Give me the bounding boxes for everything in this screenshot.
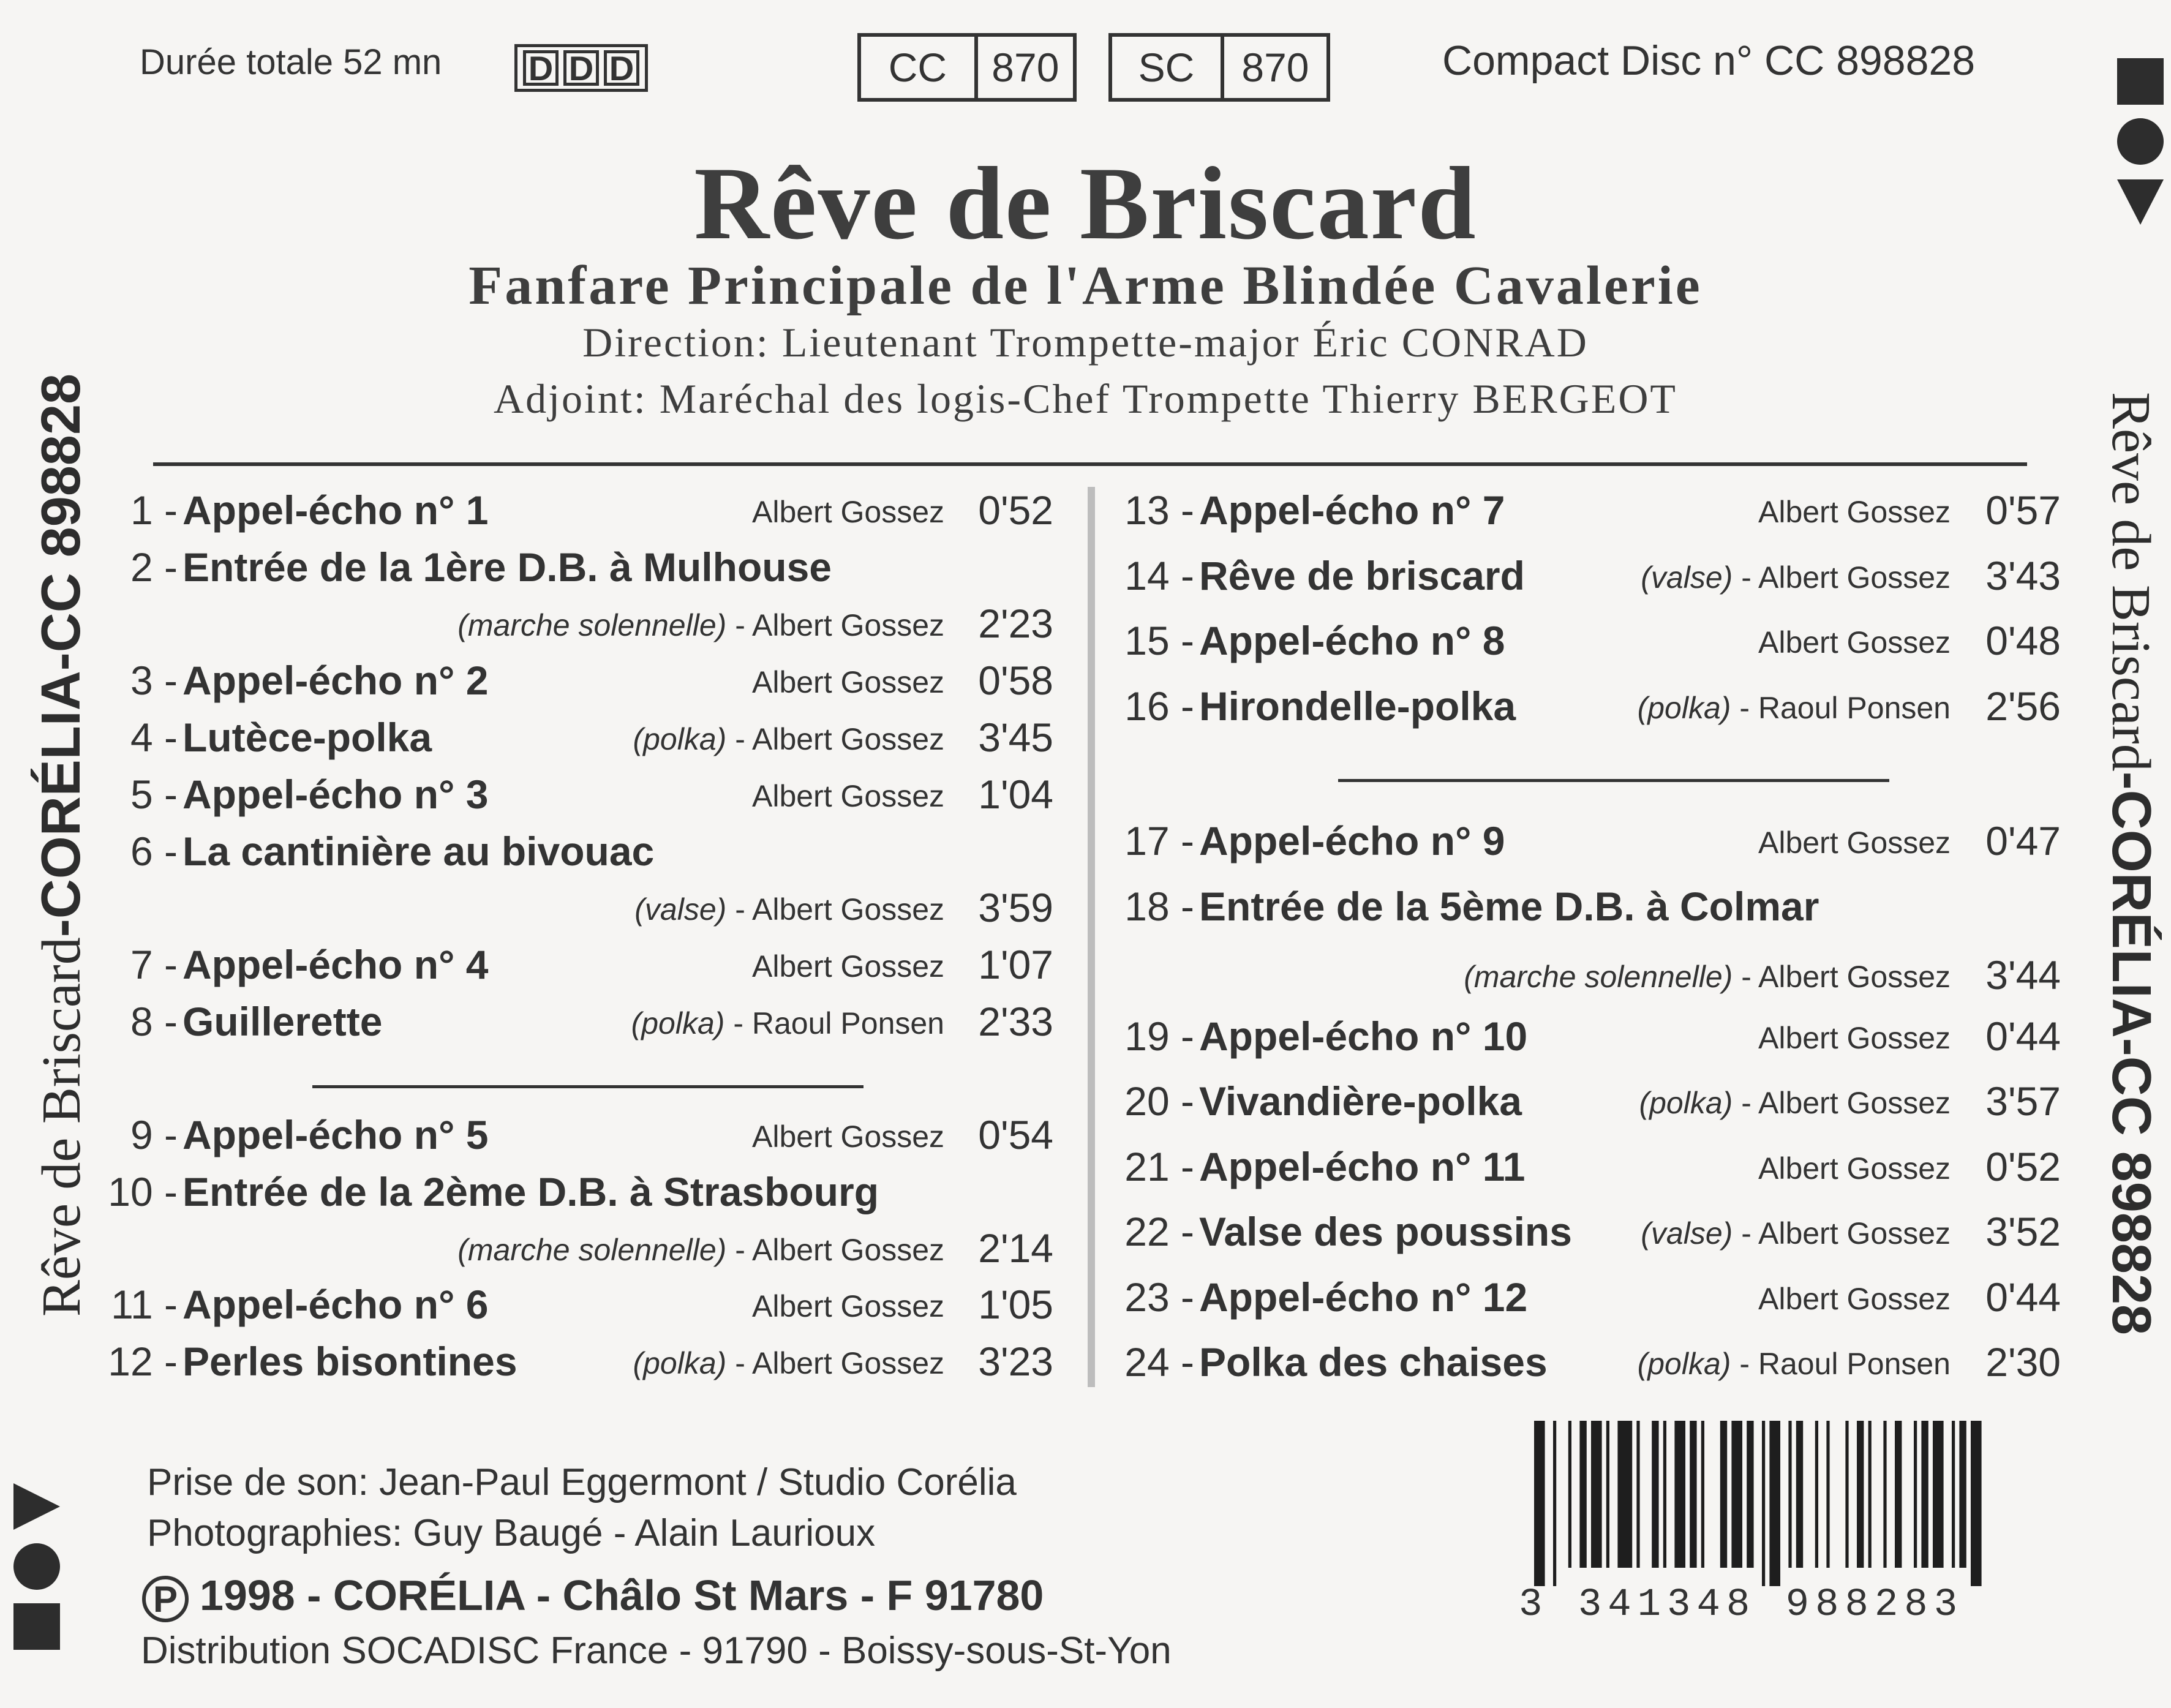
- track-duration: 0'48: [1985, 618, 2061, 663]
- genre-separator: -: [726, 1346, 752, 1380]
- track-row: [1102, 617, 2061, 672]
- track-info: [631, 1006, 944, 1041]
- track-composer: Raoul Ponsen: [1758, 1347, 1951, 1381]
- barcode-bar: [1591, 1421, 1602, 1568]
- track-title: Lutèce-polka: [182, 715, 432, 760]
- track-info: [752, 1119, 944, 1154]
- track-number: 24 -: [1124, 1339, 1194, 1385]
- track-composer: Albert Gossez: [1758, 560, 1951, 595]
- left-group-divider: [312, 1085, 864, 1088]
- track-info: [457, 608, 944, 643]
- track-duration: 0'44: [1985, 1274, 2061, 1320]
- track-info: [1641, 1216, 1951, 1251]
- track-number: 5 -: [130, 772, 178, 817]
- track-composer: Albert Gossez: [751, 1119, 944, 1154]
- track-duration: 2'30: [1985, 1339, 2061, 1385]
- genre-separator: -: [1733, 1086, 1758, 1120]
- corelia-logo-left: [12, 1482, 61, 1653]
- track-composer: Albert Gossez: [751, 779, 944, 813]
- barcode-bar: [1933, 1421, 1944, 1568]
- track-duration: 1'07: [978, 942, 1053, 987]
- track-number: 18 -: [1124, 884, 1194, 929]
- track-info: [1638, 690, 1951, 726]
- spine-title: Rêve de Briscard: [2101, 392, 2162, 772]
- ddd-code: [514, 44, 648, 92]
- track-row: [1102, 883, 2061, 938]
- barcode-bar: [1857, 1421, 1864, 1568]
- ddd-letter: D: [563, 50, 599, 86]
- track-duration: 0'52: [978, 487, 1053, 533]
- track-number: 22 -: [1124, 1209, 1194, 1254]
- right-group-divider: [1338, 779, 1889, 782]
- barcode-bar: [1826, 1421, 1829, 1568]
- ddd-letter: D: [523, 50, 559, 86]
- track-info: [1638, 1346, 1951, 1382]
- track-duration: 0'52: [1985, 1144, 2061, 1189]
- barcode-bar: [1895, 1421, 1902, 1568]
- ddd-letter: D: [604, 50, 639, 86]
- track-number: 1 -: [130, 487, 178, 533]
- spine-separator: -: [2101, 1037, 2162, 1056]
- track-info: [752, 664, 944, 700]
- track-number: 14 -: [1124, 553, 1194, 598]
- phonogram-icon: P: [142, 1576, 189, 1622]
- track-row: [92, 1338, 1053, 1393]
- compact-disc-number: Compact Disc n° CC 898828: [1442, 37, 1976, 84]
- logo-square-icon: [2117, 58, 2164, 105]
- genre-separator: -: [726, 608, 752, 642]
- track-composer: Albert Gossez: [751, 665, 944, 699]
- track-composer: Albert Gossez: [751, 1346, 944, 1380]
- track-composer: Albert Gossez: [1758, 495, 1951, 529]
- barcode-bar: [1762, 1421, 1765, 1586]
- track-row: [92, 1168, 1053, 1224]
- genre-separator: -: [726, 1233, 752, 1267]
- track-row: [1102, 552, 2061, 608]
- track-detail-row: [1102, 952, 2061, 1001]
- track-number: 21 -: [1124, 1144, 1194, 1189]
- track-duration: 0'47: [1985, 818, 2061, 863]
- track-number: 6 -: [130, 829, 178, 874]
- track-title: Rêve de briscard: [1199, 553, 1525, 598]
- ensemble-name: Fanfare Principale de l'Arme Blindée Cavalerie: [468, 255, 1703, 316]
- track-row: [1102, 1339, 2061, 1394]
- barcode-bar: [1617, 1421, 1632, 1568]
- track-genre: (polka): [1637, 1347, 1731, 1381]
- barcode-bar: [1701, 1421, 1704, 1568]
- barcode-bar: [1921, 1421, 1928, 1568]
- track-number: 2 -: [130, 544, 178, 590]
- track-row: [92, 828, 1053, 883]
- barcode-bar: [1769, 1421, 1780, 1586]
- track-row: [1102, 1208, 2061, 1263]
- sc-label: SC: [1112, 37, 1224, 98]
- track-row: [92, 1281, 1053, 1336]
- barcode-bar: [1971, 1421, 1982, 1586]
- logo-circle-icon: [2117, 118, 2164, 165]
- barcode-bar: [1815, 1421, 1818, 1568]
- track-composer: Albert Gossez: [1758, 1086, 1951, 1120]
- track-row: [1102, 1013, 2061, 1068]
- barcode-bar: [1883, 1421, 1886, 1568]
- track-composer: Albert Gossez: [751, 722, 944, 756]
- cc-price-code: [857, 33, 1077, 102]
- barcode-bar: [1720, 1421, 1727, 1568]
- track-genre: (polka): [1639, 1086, 1733, 1120]
- photo-credit: Photographies: Guy Baugé - Alain Laurioux: [147, 1512, 876, 1554]
- barcode-bar: [1568, 1421, 1571, 1568]
- track-number: 15 -: [1124, 618, 1194, 663]
- track-number: 12 -: [108, 1339, 178, 1384]
- spine-separator: -: [30, 919, 92, 938]
- track-number: 10 -: [108, 1169, 178, 1214]
- track-title: La cantinière au bivouac: [182, 829, 655, 874]
- barcode-bar: [1606, 1421, 1609, 1568]
- track-title: Entrée de la 1ère D.B. à Mulhouse: [182, 544, 832, 590]
- track-number: 7 -: [130, 942, 178, 987]
- cc-value: 870: [991, 45, 1059, 90]
- track-info: [752, 1289, 944, 1324]
- track-info: [1758, 1151, 1951, 1186]
- track-composer: Albert Gossez: [1758, 1216, 1951, 1251]
- barcode-bar: [1914, 1421, 1917, 1568]
- track-composer: Albert Gossez: [1758, 1021, 1951, 1055]
- track-info: [1464, 959, 1951, 995]
- track-row: [92, 1112, 1053, 1167]
- track-duration: 0'54: [978, 1112, 1053, 1157]
- track-info: [634, 892, 944, 927]
- spine-catalog: CC 898828: [30, 373, 92, 653]
- track-duration: 0'57: [1985, 487, 2061, 533]
- track-row: [1102, 487, 2061, 542]
- album-title: Rêve de Briscard: [694, 146, 1477, 261]
- track-title: Guillerette: [182, 999, 383, 1044]
- track-duration: 3'52: [1985, 1209, 2061, 1254]
- track-title: Appel-écho n° 2: [182, 658, 489, 703]
- track-row: [1102, 1274, 2061, 1329]
- spine-title: Rêve de Briscard: [31, 937, 92, 1317]
- barcode-bar: [1796, 1421, 1803, 1568]
- track-composer: Albert Gossez: [1758, 826, 1951, 860]
- track-title: Appel-écho n° 4: [182, 942, 489, 987]
- track-title: Appel-écho n° 1: [182, 487, 489, 533]
- track-number: 13 -: [1124, 487, 1194, 533]
- barcode: [1522, 1421, 2030, 1586]
- track-info: [752, 494, 944, 530]
- track-duration: 3'44: [1985, 952, 2061, 998]
- track-genre: (valse): [1641, 560, 1733, 595]
- track-composer: Albert Gossez: [751, 1233, 944, 1267]
- genre-separator: -: [724, 1006, 752, 1040]
- track-number: 20 -: [1124, 1078, 1194, 1124]
- track-number: 19 -: [1124, 1014, 1194, 1059]
- spine-label: CORÉLIA: [2101, 789, 2162, 1038]
- track-info: [1758, 1281, 1951, 1317]
- track-composer: Albert Gossez: [1758, 1151, 1951, 1186]
- track-info: [1758, 1020, 1951, 1056]
- track-info: [1758, 625, 1951, 660]
- track-title: Appel-écho n° 11: [1199, 1144, 1526, 1189]
- track-row: [92, 771, 1053, 826]
- track-detail-row: [92, 884, 1053, 933]
- track-composer: Albert Gossez: [751, 892, 944, 927]
- track-number: 4 -: [130, 715, 178, 760]
- track-duration: 3'57: [1985, 1078, 2061, 1124]
- track-row: [92, 487, 1053, 542]
- track-info: [1758, 494, 1951, 530]
- track-row: [92, 544, 1053, 599]
- track-number: 11 -: [111, 1282, 178, 1327]
- spine-label: CORÉLIA: [30, 671, 92, 919]
- spine-catalog: CC 898828: [2101, 1056, 2162, 1336]
- track-number: 8 -: [130, 999, 178, 1044]
- barcode-bar: [1747, 1421, 1753, 1568]
- track-title: Appel-écho n° 8: [1199, 618, 1505, 663]
- track-genre: (valse): [634, 892, 727, 927]
- track-title: Appel-écho n° 10: [1199, 1014, 1528, 1059]
- track-title: Hirondelle-polka: [1199, 683, 1516, 729]
- track-composer: Albert Gossez: [751, 1289, 944, 1323]
- track-row: [1102, 683, 2061, 738]
- sc-price-code: [1108, 33, 1330, 102]
- right-spine: [2094, 392, 2168, 1556]
- track-duration: 2'33: [978, 999, 1053, 1044]
- track-genre: (polka): [631, 1006, 725, 1040]
- barcode-bar: [1652, 1421, 1658, 1568]
- track-duration: 0'58: [978, 658, 1053, 703]
- track-duration: 3'43: [1985, 553, 2061, 598]
- barcode-bar: [1553, 1421, 1556, 1586]
- barcode-bar: [1959, 1421, 1966, 1568]
- track-number: 16 -: [1124, 683, 1194, 729]
- track-title: Vivandière-polka: [1199, 1078, 1522, 1124]
- barcode-bar: [1690, 1421, 1696, 1568]
- logo-circle-icon: [13, 1543, 60, 1590]
- track-title: Appel-écho n° 3: [182, 772, 489, 817]
- track-title: Perles bisontines: [182, 1339, 517, 1384]
- total-duration: Durée totale 52 mn: [140, 42, 442, 82]
- barcode-number: 3 341348 988283: [1519, 1583, 1964, 1627]
- track-composer: Raoul Ponsen: [1758, 691, 1951, 725]
- track-genre: (marche solennelle): [1464, 960, 1733, 994]
- track-title: Appel-écho n° 5: [182, 1112, 489, 1157]
- spine-separator: -: [30, 652, 92, 671]
- track-info: [752, 778, 944, 814]
- barcode-bar: [1663, 1421, 1666, 1568]
- track-info: [1639, 1085, 1951, 1121]
- track-row: [92, 998, 1053, 1053]
- track-genre: (valse): [1641, 1216, 1733, 1251]
- genre-separator: -: [1731, 1347, 1758, 1381]
- barcode-bar: [1952, 1421, 1955, 1568]
- cc-label: CC: [861, 37, 978, 98]
- track-duration: 1'04: [978, 772, 1053, 817]
- track-genre: (polka): [633, 722, 727, 756]
- track-duration: 2'56: [1985, 683, 2061, 729]
- spine-separator: -: [2101, 771, 2162, 790]
- logo-triangle-icon: [12, 1482, 61, 1531]
- track-row: [92, 714, 1053, 769]
- track-info: [633, 721, 944, 757]
- sound-credit: Prise de son: Jean-Paul Eggermont / Studio Corélia: [147, 1461, 1017, 1503]
- barcode-bar: [1636, 1421, 1639, 1568]
- track-title: Appel-écho n° 12: [1199, 1274, 1528, 1320]
- genre-separator: -: [1731, 691, 1758, 725]
- genre-separator: -: [1733, 560, 1758, 595]
- track-number: 23 -: [1124, 1274, 1194, 1320]
- track-title: Appel-écho n° 6: [182, 1282, 489, 1327]
- track-duration: 3'45: [978, 715, 1053, 760]
- track-row: [1102, 818, 2061, 873]
- track-info: [1758, 825, 1951, 860]
- genre-separator: -: [726, 722, 752, 756]
- track-genre: (polka): [1637, 691, 1731, 725]
- genre-separator: -: [726, 892, 752, 927]
- track-title: Appel-écho n° 9: [1199, 818, 1505, 863]
- track-composer: Albert Gossez: [751, 949, 944, 984]
- track-duration: 0'44: [1985, 1014, 2061, 1059]
- track-composer: Albert Gossez: [1758, 960, 1951, 994]
- track-genre: (polka): [633, 1346, 727, 1380]
- track-info: [457, 1232, 944, 1268]
- track-info: [633, 1345, 944, 1381]
- corelia-logo-right: [2116, 58, 2165, 230]
- adjoint-line: Adjoint: Maréchal des logis-Chef Trompette Thierry BERGEOT: [494, 375, 1677, 422]
- track-composer: Albert Gossez: [1758, 1282, 1951, 1316]
- genre-separator: -: [1733, 1216, 1758, 1251]
- barcode-bar: [1579, 1421, 1586, 1568]
- track-title: Appel-écho n° 7: [1199, 487, 1505, 533]
- track-title: Polka des chaises: [1199, 1339, 1548, 1385]
- distribution-line: Distribution SOCADISC France - 91790 - Boissy-sous-St-Yon: [141, 1630, 1172, 1672]
- track-composer: Raoul Ponsen: [751, 1006, 944, 1040]
- track-number: 9 -: [130, 1112, 178, 1157]
- genre-separator: -: [1733, 960, 1758, 994]
- track-row: [92, 941, 1053, 996]
- track-detail-row: [92, 1225, 1053, 1274]
- barcode-bar: [1788, 1421, 1791, 1568]
- track-genre: (marche solennelle): [457, 1233, 727, 1267]
- track-info: [1641, 560, 1951, 595]
- track-detail-row: [92, 600, 1053, 649]
- barcode-bar: [1534, 1421, 1545, 1586]
- track-row: [1102, 1078, 2061, 1133]
- column-divider: [1088, 487, 1095, 1387]
- track-number: 17 -: [1124, 818, 1194, 863]
- track-row: [92, 657, 1053, 712]
- header-divider: [153, 462, 2027, 466]
- track-info: [752, 949, 944, 984]
- barcode-bar: [1845, 1421, 1848, 1568]
- track-duration: 3'59: [978, 885, 1053, 930]
- track-composer: Albert Gossez: [751, 608, 944, 642]
- copyright-line: [142, 1571, 1044, 1622]
- track-duration: 2'23: [978, 601, 1053, 646]
- barcode-bar: [1674, 1421, 1685, 1568]
- logo-square-icon: [13, 1603, 60, 1650]
- left-spine: [24, 153, 98, 1317]
- barcode-bar: [1731, 1421, 1742, 1568]
- track-duration: 1'05: [978, 1282, 1053, 1327]
- track-composer: Albert Gossez: [1758, 625, 1951, 660]
- track-row: [1102, 1143, 2061, 1198]
- track-duration: 3'23: [978, 1339, 1053, 1384]
- logo-triangle-icon: [2116, 178, 2165, 227]
- track-title: Entrée de la 5ème D.B. à Colmar: [1199, 884, 1819, 929]
- track-title: Valse des poussins: [1199, 1209, 1572, 1254]
- copyright-text: 1998 - CORÉLIA - Châlo St Mars - F 91780: [200, 1571, 1044, 1619]
- track-duration: 2'14: [978, 1225, 1053, 1271]
- sc-value: 870: [1241, 45, 1309, 90]
- track-number: 3 -: [130, 658, 178, 703]
- track-title: Entrée de la 2ème D.B. à Strasbourg: [182, 1169, 879, 1214]
- direction-line: Direction: Lieutenant Trompette-major Éric CONRAD: [582, 319, 1589, 366]
- track-composer: Albert Gossez: [751, 495, 944, 529]
- track-genre: (marche solennelle): [457, 608, 727, 642]
- barcode-bar: [1868, 1421, 1872, 1568]
